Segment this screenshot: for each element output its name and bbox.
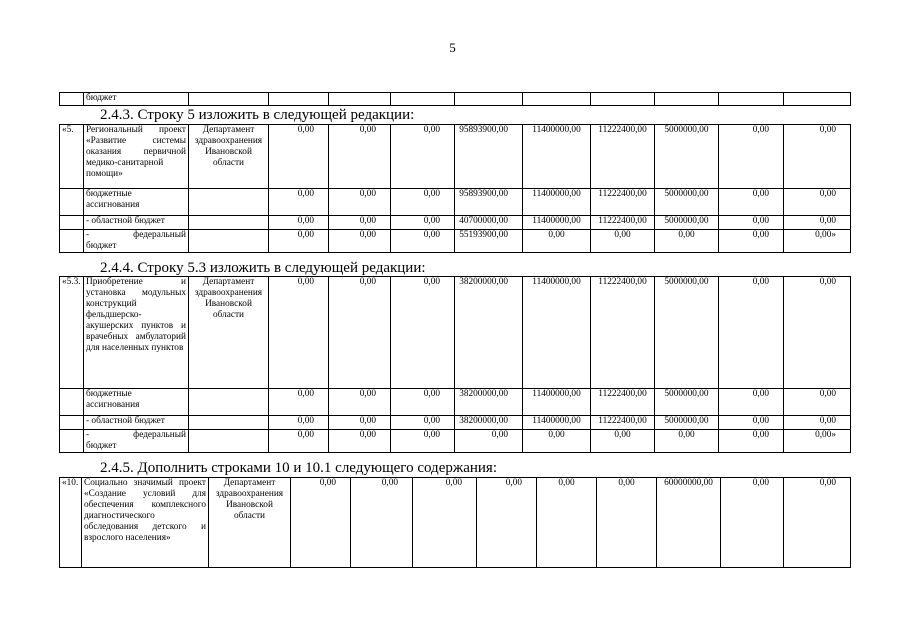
cell-number: «10.: [60, 478, 82, 568]
cell-value: 5000000,00: [655, 125, 719, 189]
cell-value: 0,00: [719, 389, 784, 416]
cell-value: 0,00: [391, 189, 455, 216]
table-row-5: [59, 124, 851, 253]
cell-name: - областной бюджет: [84, 216, 189, 230]
cell-value: 0,00: [719, 416, 784, 430]
cell-department: Департамент здравоохранения Ивановской области: [189, 277, 269, 389]
cell-value: 0,00: [784, 416, 851, 430]
cell-value: 11400000,00: [523, 277, 591, 389]
cell-value: 0,00: [329, 416, 391, 430]
cell: [391, 93, 455, 106]
cell-department: [189, 416, 269, 430]
cell-value: 0,00: [537, 478, 597, 568]
cell-department: [189, 189, 269, 216]
table-row: [60, 277, 851, 389]
cell: [591, 93, 655, 106]
cell-department: [189, 230, 269, 253]
cell-value: 0,00: [523, 230, 591, 253]
cell-department: [189, 430, 269, 453]
heading-2-4-5: 2.4.5. Дополнить строками 10 и 10.1 следующего содержания:: [100, 460, 497, 476]
cell-department: [189, 216, 269, 230]
cell-value: 11400000,00: [523, 416, 591, 430]
cell-name-dash: -: [86, 230, 90, 240]
cell-value: 0,00: [591, 430, 655, 453]
cell-name: бюджетные ассигнования: [84, 389, 189, 416]
heading-2-4-3: 2.4.3. Строку 5 изложить в следующей редакции:: [100, 107, 415, 123]
cell-value: 0,00: [351, 478, 413, 568]
cell-value: 0,00: [269, 430, 329, 453]
cell-value: 0,00: [269, 230, 329, 253]
cell-value: 11222400,00: [591, 416, 655, 430]
cell-value: 0,00: [329, 125, 391, 189]
cell-number: [60, 389, 84, 416]
cell-value: 0,00»: [784, 430, 851, 453]
top-partial-table: [59, 92, 851, 106]
cell-value: 0,00: [391, 216, 455, 230]
cell-value: 5000000,00: [655, 389, 719, 416]
cell-value: 0,00: [329, 430, 391, 453]
cell: [269, 93, 329, 106]
cell-number: [60, 189, 84, 216]
cell-name: [84, 430, 189, 453]
cell-name: бюджетные ассигнования: [84, 189, 189, 216]
cell-value: 0,00: [655, 230, 719, 253]
cell-value: 0,00: [523, 430, 591, 453]
cell: [60, 93, 84, 106]
cell-value: 0,00: [413, 478, 477, 568]
cell-value: 11400000,00: [523, 389, 591, 416]
cell-value: 5000000,00: [655, 189, 719, 216]
cell: [523, 93, 591, 106]
cell-name-word: федеральный: [133, 230, 186, 240]
cell-number: [60, 416, 84, 430]
cell-value: 0,00: [391, 430, 455, 453]
cell-number: «5.3.: [60, 277, 84, 389]
table-row: [60, 230, 851, 253]
table-row: [60, 216, 851, 230]
cell-value: 11400000,00: [523, 189, 591, 216]
cell-value: 0,00: [329, 277, 391, 389]
cell-value: 0,00: [591, 230, 655, 253]
cell-value: 0,00: [329, 189, 391, 216]
cell-value: 0,00: [391, 125, 455, 189]
cell-name: - областной бюджет: [84, 416, 189, 430]
cell-value: 0,00: [655, 430, 719, 453]
cell-value: 11222400,00: [591, 216, 655, 230]
cell-value: 0,00: [329, 230, 391, 253]
cell: [719, 93, 784, 106]
cell-value: 38200000,00: [455, 277, 523, 389]
cell-name: Социально значимый проект «Создание условий для обеспечения комплексного диагностического обследования детского и взрослого населения»: [82, 478, 209, 568]
cell-value: 0,00: [784, 389, 851, 416]
cell-value: 0,00: [291, 478, 351, 568]
cell-value: 38200000,00: [455, 416, 523, 430]
cell-value: 0,00: [477, 478, 537, 568]
cell-value: 11400000,00: [523, 216, 591, 230]
table-row-5-3: [59, 276, 851, 453]
cell-value: 95893900,00: [455, 189, 523, 216]
cell-name: [84, 230, 189, 253]
cell: [455, 93, 523, 106]
cell-value: 0,00: [719, 125, 784, 189]
cell-value: 11222400,00: [591, 189, 655, 216]
cell-value: 55193900,00: [455, 230, 523, 253]
cell-value: 0,00: [719, 430, 784, 453]
cell-value: 11222400,00: [591, 125, 655, 189]
cell-value: 0,00: [721, 478, 784, 568]
cell-value: 0,00: [329, 216, 391, 230]
cell-value: 38200000,00: [455, 389, 523, 416]
cell-number: [60, 216, 84, 230]
cell-value: 0,00: [784, 277, 851, 389]
cell-value: 0,00: [784, 189, 851, 216]
cell-department: [189, 389, 269, 416]
cell-value: 11222400,00: [591, 389, 655, 416]
cell-value: 0,00: [329, 389, 391, 416]
cell-name: бюджет: [84, 93, 189, 106]
cell-name-line: [86, 430, 186, 441]
cell-value: 5000000,00: [655, 277, 719, 389]
cell-value: 11400000,00: [523, 125, 591, 189]
cell-name: Приобретение и установка модульных конструкций фельдшерско-акушерских пунктов и врачебных амбулаторий для населенных пунктов: [84, 277, 189, 389]
cell-value: 0,00: [719, 216, 784, 230]
table-row: [60, 478, 851, 568]
cell-value: 0,00: [719, 277, 784, 389]
page-number: 5: [449, 40, 456, 55]
cell-value: 0,00: [719, 230, 784, 253]
cell: [655, 93, 719, 106]
cell-department: Департамент здравоохранения Ивановской области: [209, 478, 291, 568]
cell-value: 40700000,00: [455, 216, 523, 230]
cell-value: 0,00: [269, 389, 329, 416]
table-row: [60, 189, 851, 216]
cell-value: 60000000,00: [657, 478, 721, 568]
table-row: [60, 125, 851, 189]
cell-value: 0,00: [597, 478, 657, 568]
cell-name: Региональный проект «Развитие системы оказания первичной медико-санитарной помощи»: [84, 125, 189, 189]
cell-name-word: федеральный: [133, 430, 186, 440]
cell-value: 5000000,00: [655, 416, 719, 430]
cell-name-line: [86, 230, 186, 241]
cell-value: 0,00: [719, 189, 784, 216]
cell-value: 11222400,00: [591, 277, 655, 389]
cell-name-dash: -: [86, 430, 90, 440]
table-row: [60, 430, 851, 453]
cell: [784, 93, 851, 106]
cell-value: 0,00: [784, 216, 851, 230]
cell-value: 0,00: [269, 416, 329, 430]
cell-value: 95893900,00: [455, 125, 523, 189]
heading-2-4-4: 2.4.4. Строку 5.3 изложить в следующей редакции:: [100, 260, 426, 276]
cell-number: [60, 230, 84, 253]
cell: [329, 93, 391, 106]
cell-value: 0,00: [455, 430, 523, 453]
cell-value: 0,00: [391, 230, 455, 253]
cell-value: 0,00: [391, 277, 455, 389]
cell-value: 0,00: [269, 216, 329, 230]
cell-value: 0,00: [391, 389, 455, 416]
cell-value: 0,00: [784, 478, 851, 568]
cell-value: 5000000,00: [655, 216, 719, 230]
table-row-10: [59, 477, 851, 568]
cell-value: 0,00: [784, 125, 851, 189]
table-row: [60, 416, 851, 430]
table-row: [60, 389, 851, 416]
cell-name-word: бюджет: [86, 241, 117, 251]
cell: [189, 93, 269, 106]
cell-value: 0,00: [391, 416, 455, 430]
cell-value: 0,00»: [784, 230, 851, 253]
cell-number: «5.: [60, 125, 84, 189]
cell-number: [60, 430, 84, 453]
cell-name-word: бюджет: [86, 441, 117, 451]
cell-department: Департамент здравоохранения Ивановской области: [189, 125, 269, 189]
cell-value: 0,00: [269, 189, 329, 216]
cell-value: 0,00: [269, 277, 329, 389]
cell-value: 0,00: [269, 125, 329, 189]
